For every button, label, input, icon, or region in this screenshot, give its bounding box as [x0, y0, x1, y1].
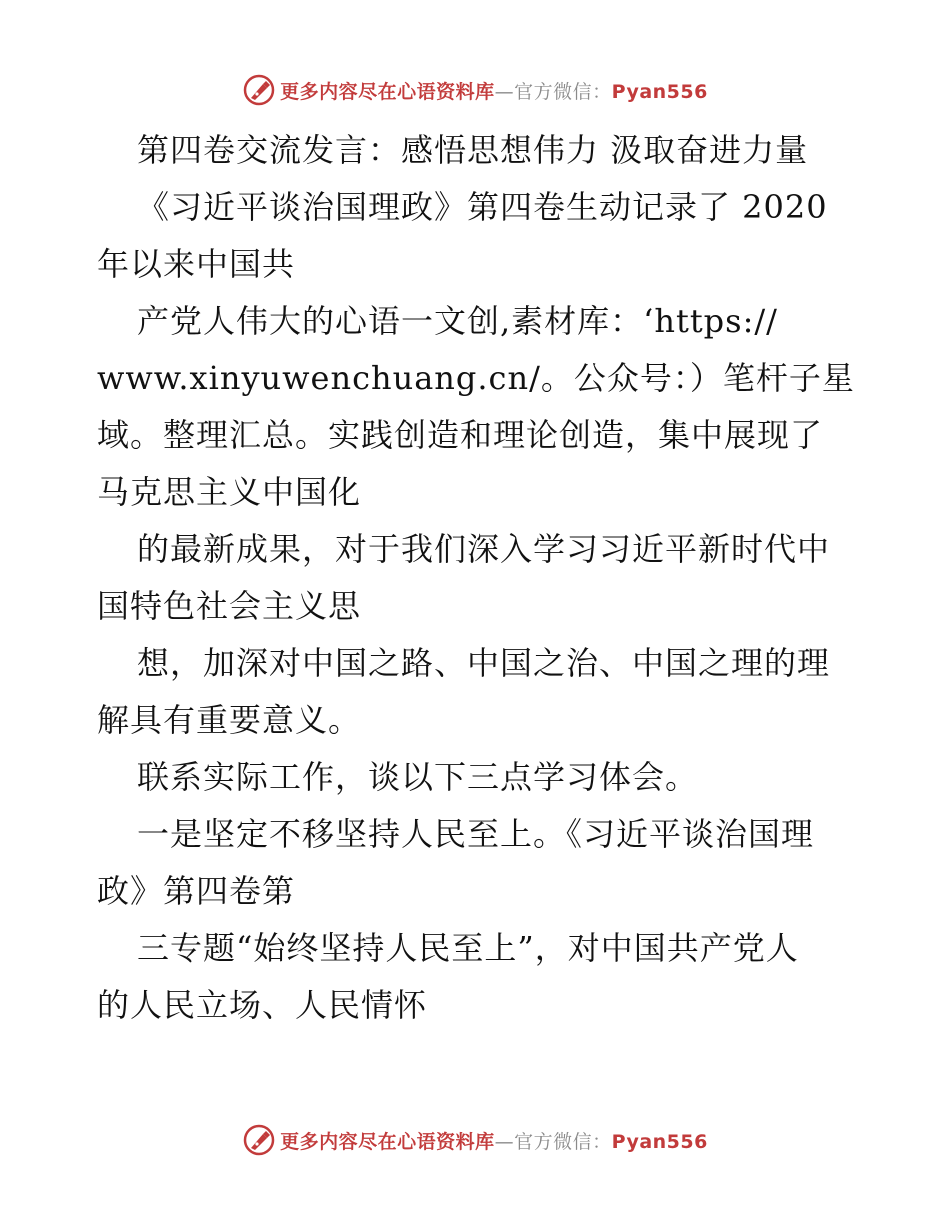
watermark-text	[280, 77, 708, 104]
document-line: 解具有重要意义。	[97, 701, 362, 739]
watermark-wechat-id: Pyan556	[611, 80, 708, 103]
watermark-separator: —	[494, 1130, 515, 1153]
watermark-banner-top	[0, 70, 950, 110]
document-line: 产党人伟大的心语一文创,素材库：‘https://	[137, 302, 778, 340]
watermark-separator: —	[494, 80, 515, 103]
watermark-main-text: 更多内容尽在心语资料库	[280, 80, 495, 103]
document-line: 三专题“始终坚持人民至上”，对中国共产党人	[137, 929, 799, 967]
pen-nib-circle-icon	[242, 1123, 276, 1157]
watermark-wechat-label: 官方微信：	[514, 1130, 612, 1153]
document-line: 域。整理汇总。实践创造和理论创造，集中展现了	[97, 416, 824, 454]
document-line: 政》第四卷第	[97, 872, 296, 910]
document-line: 年以来中国共	[97, 245, 296, 283]
watermark-banner-bottom	[0, 1120, 950, 1160]
document-body	[97, 122, 857, 1034]
watermark-wechat-label: 官方微信：	[514, 80, 612, 103]
document-line: 联系实际工作，谈以下三点学习体会。	[137, 758, 699, 796]
pen-nib-circle-icon	[242, 73, 276, 107]
document-line: 国特色社会主义思	[97, 587, 362, 625]
document-line: www.xinyuwenchuang.cn/。公众号：）笔杆子星	[97, 359, 855, 397]
document-line: 一是坚定不移坚持人民至上。《习近平谈治国理	[137, 815, 815, 853]
watermark-text	[280, 1127, 708, 1154]
watermark-main-text: 更多内容尽在心语资料库	[280, 1130, 495, 1153]
document-title: 第四卷交流发言：感悟思想伟力 汲取奋进力量	[137, 131, 809, 169]
document-line: 的最新成果，对于我们深入学习习近平新时代中	[137, 530, 831, 568]
document-line: 《习近平谈治国理政》第四卷生动记录了 2020	[137, 188, 828, 226]
document-line: 马克思主义中国化	[97, 473, 362, 511]
document-line: 的人民立场、人民情怀	[97, 986, 428, 1024]
watermark-wechat-id: Pyan556	[611, 1130, 708, 1153]
document-line: 想，加深对中国之路、中国之治、中国之理的理	[137, 644, 831, 682]
